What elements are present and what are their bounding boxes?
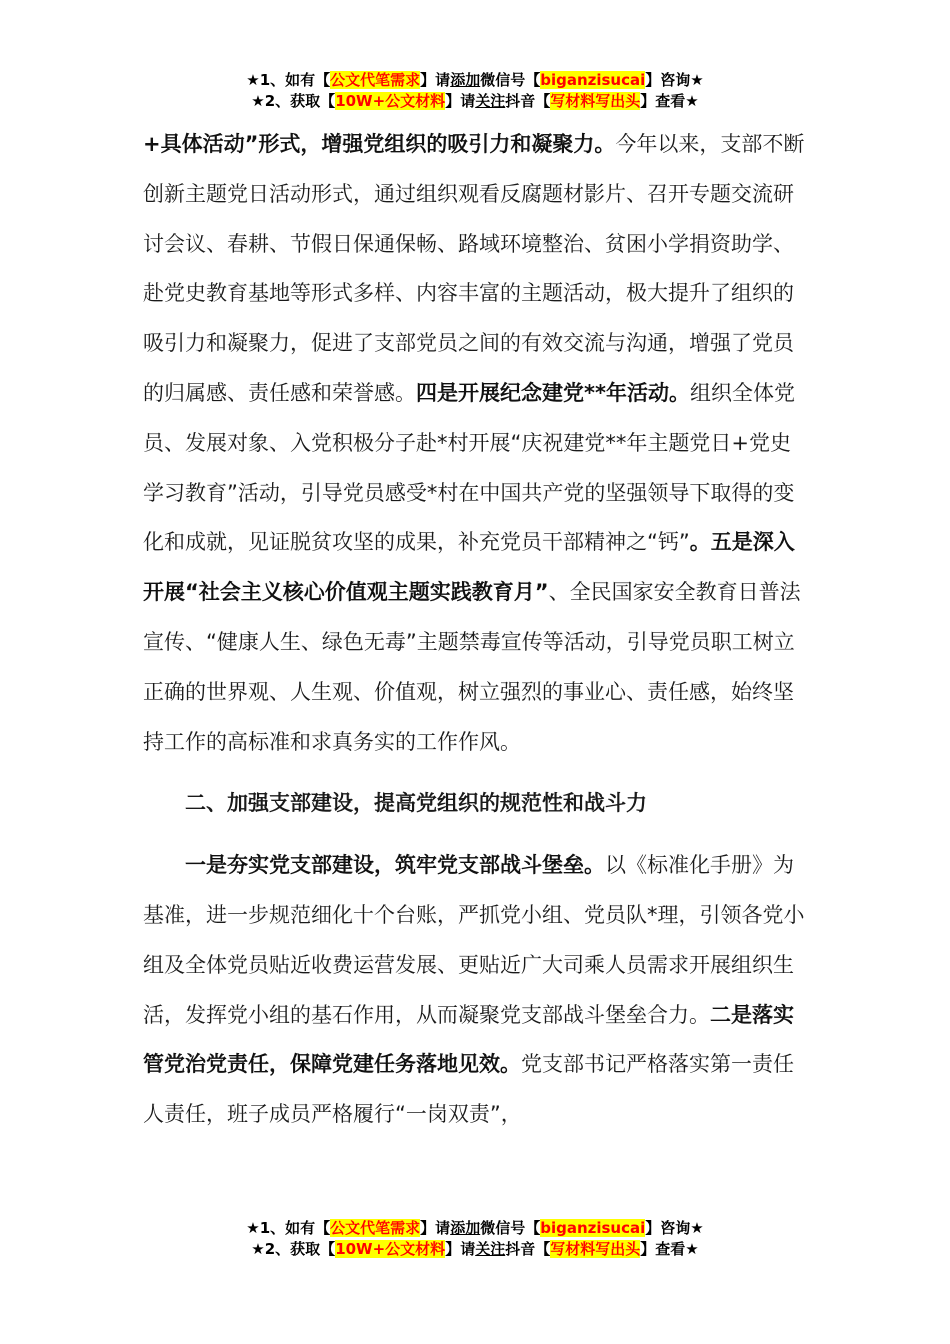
promo-text: ★2、获取【 bbox=[251, 1240, 336, 1258]
promo-highlight: biganzisucai bbox=[540, 1219, 646, 1237]
promo-text: 】咨询★ bbox=[645, 71, 704, 89]
bold-lead: 四是开展纪念建党**年活动。 bbox=[416, 380, 690, 405]
promo-text: 微信号【 bbox=[480, 71, 541, 89]
bold-lead: 。五是深入开展“社会主义核心价值观主题实践教育月” bbox=[143, 530, 795, 605]
promo-line-1 bbox=[0, 1218, 950, 1239]
promo-text: 】咨询★ bbox=[645, 1219, 704, 1237]
bold-lead: 一是夯实党支部建设，筑牢党支部战斗堡垒。 bbox=[185, 853, 605, 878]
promo-text: ★1、如有【 bbox=[246, 1219, 331, 1237]
promo-highlight: biganzisucai bbox=[540, 71, 646, 89]
promo-text: 微信号【 bbox=[480, 1219, 541, 1237]
paragraph-branch-building bbox=[143, 841, 811, 1140]
promo-banner-top bbox=[0, 70, 950, 112]
promo-text: 】查看★ bbox=[640, 1240, 699, 1258]
section-heading: 二、加强支部建设，提高党组织的规范性和战斗力 bbox=[185, 791, 647, 816]
paragraph-text: 今年以来，支部不断创新主题党日活动形式，通过组织观看反腐题材影片、召开专题交流研讨会议、春耕、节假日保通保畅、路域环境整治、贫困小学捐资助学、赴党史教育基地等形式多样、内容丰富的主题活动，极大提升了组织的吸引力和凝聚力，促进了支部党员之间的有效交流与沟通，增强了党员的归属感、责任感和荣誉感。 bbox=[143, 132, 805, 405]
promo-underline: 添加 bbox=[450, 1219, 481, 1237]
promo-text: 】请 bbox=[420, 1219, 451, 1237]
promo-underline: 关注 bbox=[475, 1240, 506, 1258]
promo-highlight: 公文代笔需求 bbox=[330, 71, 421, 89]
paragraph-text: 以《标准化手册》为基准，进一步规范细化十个台账，严抓党小组、党员队*理，引领各党小组及全体党员贴近收费运营发展、更贴近广大司乘人员需求开展组织生活，发挥党小组的基石作用，从而凝聚党支部战斗堡垒合力。 bbox=[143, 853, 805, 1027]
promo-text: 】查看★ bbox=[640, 92, 699, 110]
promo-line-2 bbox=[0, 1239, 950, 1260]
bold-lead: 二是落实管党治党责任，保障党建任务落地见效。 bbox=[143, 1002, 794, 1077]
promo-highlight: 写材料写出头 bbox=[550, 92, 641, 110]
promo-text: 】请 bbox=[445, 1240, 476, 1258]
bold-lead: +具体活动”形式，增强党组织的吸引力和凝聚力。 bbox=[143, 132, 616, 156]
promo-text: 】请 bbox=[420, 71, 451, 89]
promo-text: 抖音【 bbox=[505, 92, 551, 110]
paragraph-text: 党支部书记严格落实第一责任人责任，班子成员严格履行“一岗双责”， bbox=[143, 1052, 794, 1127]
promo-highlight: 写材料写出头 bbox=[550, 1240, 641, 1258]
promo-line-1 bbox=[0, 70, 950, 91]
promo-highlight: 公文代笔需求 bbox=[330, 1219, 421, 1237]
promo-text: ★2、获取【 bbox=[251, 92, 336, 110]
paragraph-text: 、全民国家安全教育日普法宣传、“健康人生、绿色无毒”主题禁毒宣传等活动，引导党员职工树立正确的世界观、人生观、价值观，树立强烈的事业心、责任感，始终坚持工作的高标准和求真务实的工作作风。 bbox=[143, 580, 801, 754]
promo-underline: 关注 bbox=[475, 92, 506, 110]
promo-highlight: 10W+公文材料 bbox=[335, 1240, 446, 1258]
promo-banner-bottom bbox=[0, 1218, 950, 1260]
promo-line-2 bbox=[0, 91, 950, 112]
promo-underline: 添加 bbox=[450, 71, 481, 89]
promo-highlight: 10W+公文材料 bbox=[335, 92, 446, 110]
promo-text: 抖音【 bbox=[505, 1240, 551, 1258]
paragraph-text: 组织全体党员、发展对象、入党积极分子赴*村开展“庆祝建党**年主题党日+党史学习教育”活动，引导党员感受*村在中国共产党的坚强领导下取得的变化和成就，见证脱贫攻坚的成果，补充党员干部精神之“钙” bbox=[143, 380, 795, 555]
promo-text: ★1、如有【 bbox=[246, 71, 331, 89]
promo-text: 】请 bbox=[445, 92, 476, 110]
paragraph-activities bbox=[143, 120, 811, 767]
document-body bbox=[143, 120, 811, 1140]
